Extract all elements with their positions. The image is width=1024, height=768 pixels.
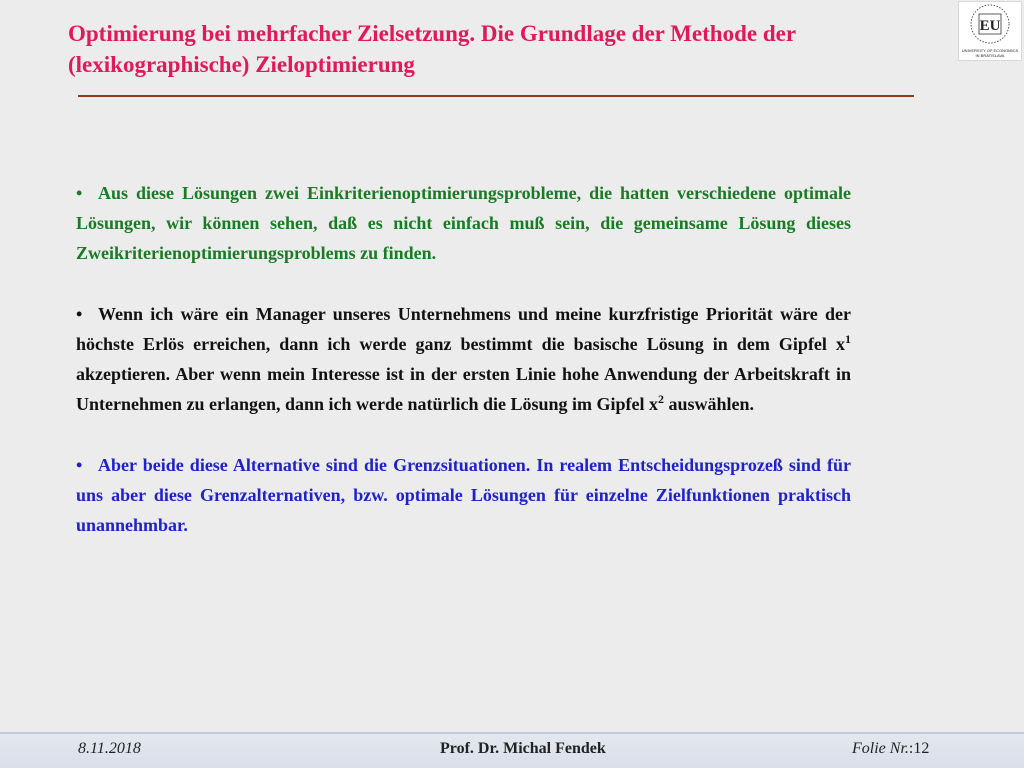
bullet-paragraph-1 [76, 178, 851, 268]
logo-caption-line1: UNIVERSITY OF ECONOMICS [961, 48, 1019, 53]
slide-number-label: Folie Nr. [852, 740, 909, 757]
footer-author: Prof. Dr. Michal Fendek [440, 740, 606, 757]
bullet-icon: • [76, 304, 83, 324]
paragraph-2-text-c: auswählen. [664, 394, 755, 414]
bullet-icon: • [76, 455, 83, 475]
footer-divider [0, 732, 1024, 734]
superscript-2: 2 [658, 392, 665, 406]
university-emblem-icon [959, 2, 1021, 48]
slide-title-line2: (lexikographische) Zieloptimierung [68, 52, 415, 77]
bullet-paragraph-3 [76, 450, 851, 540]
superscript-1: 1 [845, 332, 851, 346]
logo-initials: EU [979, 18, 1001, 34]
slide-body [76, 178, 851, 571]
bullet-paragraph-2 [76, 299, 851, 419]
paragraph-3-text: Aber beide diese Alternative sind die Grenzsituationen. In realem Entscheidungsprozeß sind für uns aber diese Grenzalternativen, bzw. optimale Lösungen für einzelne Zielfunktionen praktisch unannehmbar. [76, 455, 851, 535]
slide-title-line1: Optimierung bei mehrfacher Zielsetzung. Die Grundlage der Methode der [68, 21, 797, 46]
slide-title [68, 18, 908, 80]
paragraph-1-text: Aus diese Lösungen zwei Einkriterienoptimierungsprobleme, die hatten verschiedene optimale Lösungen, wir können sehen, daß es nicht einfach muß sein, die gemeinsame Lösung dieses Zweikriterienoptimierungsproblems zu finden. [76, 183, 851, 263]
slide-number-value: :12 [908, 740, 930, 757]
paragraph-2-text-b: akzeptieren. Aber wenn mein Interesse ist in der ersten Linie hohe Anwendung der Arbeitskraft in Unternehmen zu erlangen, dann ich werde natürlich die Lösung im Gipfel x [76, 364, 851, 414]
slide-number [852, 740, 929, 758]
title-divider [78, 95, 914, 97]
logo-caption-line2: IN BRATISLAVA [975, 53, 1005, 58]
paragraph-2-text-a: Wenn ich wäre ein Manager unseres Unternehmens und meine kurzfristige Priorität wäre der höchste Erlös erreichen, dann ich werde ganz bestimmt die basische Lösung in dem Gipfel x [76, 304, 851, 354]
footer-date: 8.11.2018 [78, 740, 141, 757]
university-logo [958, 1, 1022, 61]
bullet-icon: • [76, 183, 83, 203]
